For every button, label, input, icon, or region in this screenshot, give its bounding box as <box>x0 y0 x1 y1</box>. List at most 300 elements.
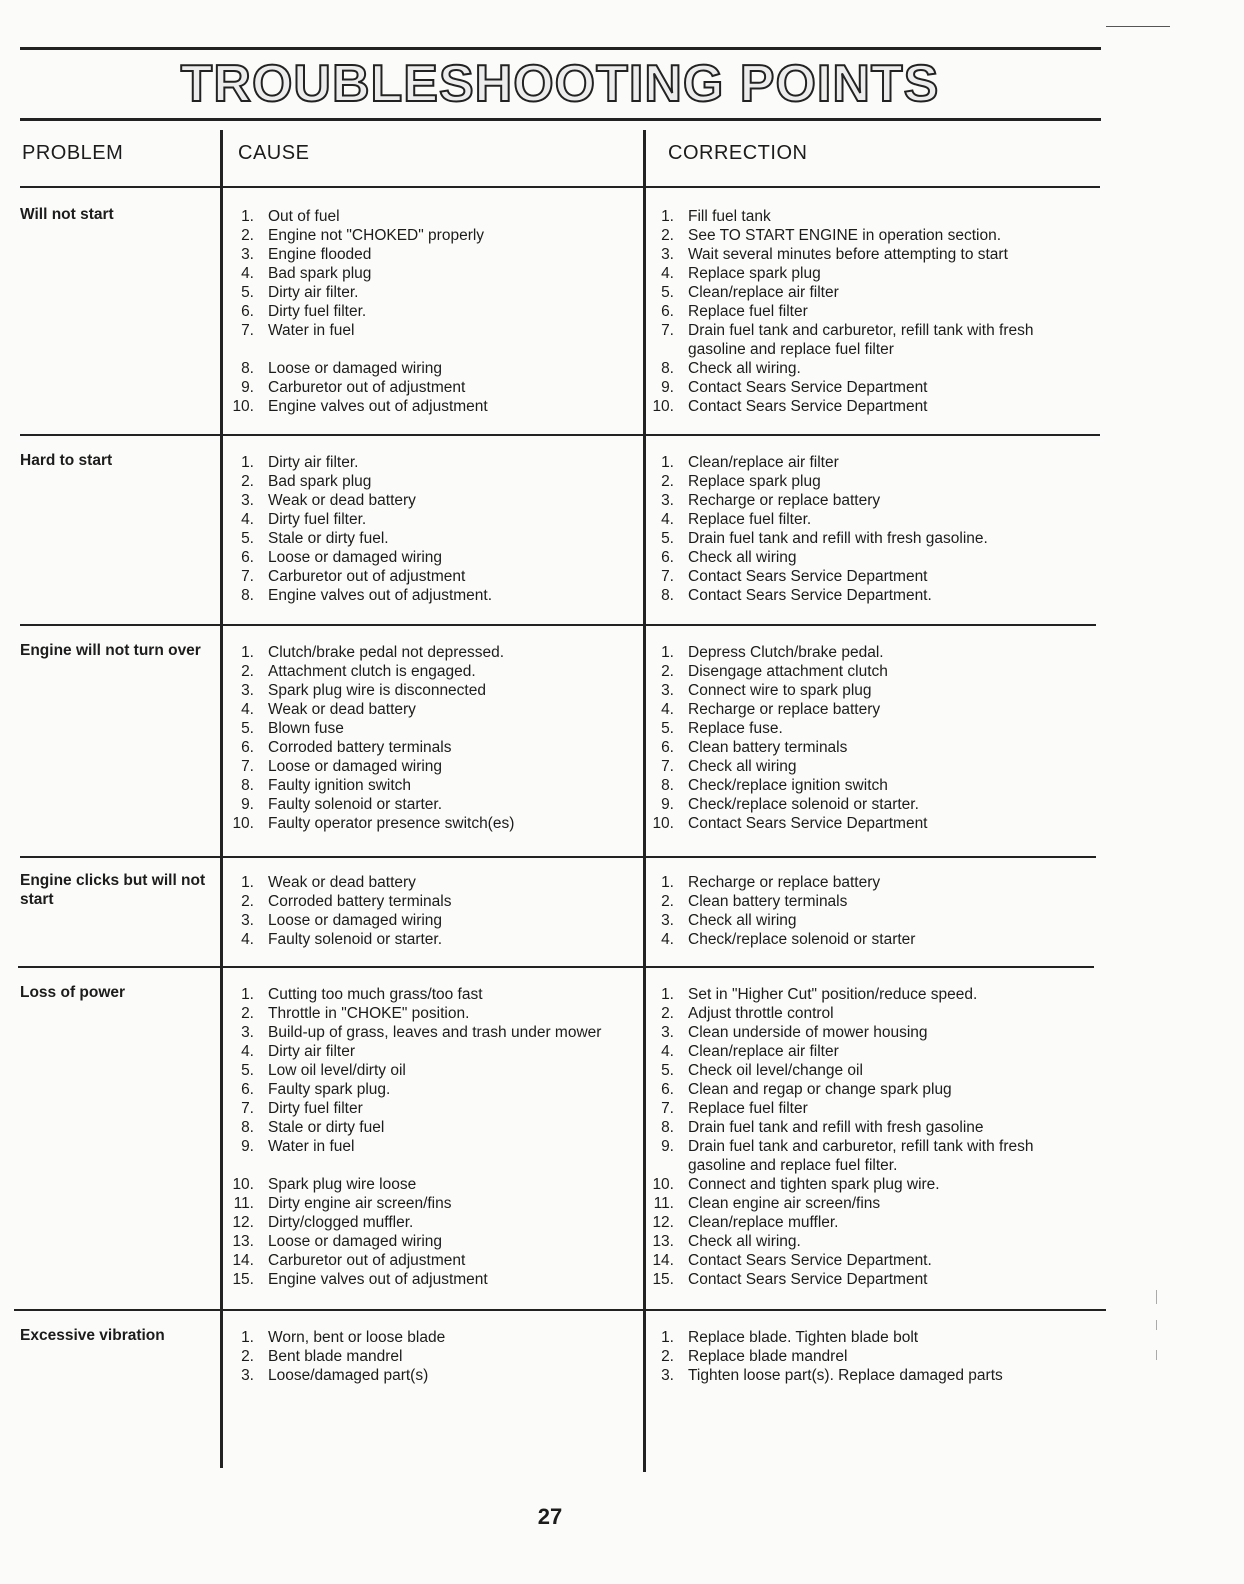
item-number: 8. <box>661 777 674 794</box>
item-number: 2. <box>661 663 674 680</box>
section-rule <box>20 856 1096 858</box>
item-text: Replace blade mandrel <box>688 1348 848 1365</box>
item-text: Dirty fuel filter <box>268 1100 363 1117</box>
correction-item <box>648 1042 1078 1061</box>
correction-item <box>648 586 1078 605</box>
cause-item <box>228 1080 601 1099</box>
item-text: Tighten loose part(s). Replace damaged parts <box>688 1367 1003 1384</box>
corr-list <box>648 1328 1078 1385</box>
item-text: Dirty air filter. <box>268 284 359 301</box>
item-text: Clean/replace air filter <box>688 1043 839 1060</box>
item-number: 14. <box>232 1252 254 1269</box>
cause-item <box>228 1328 445 1347</box>
item-number: 3. <box>241 1024 254 1041</box>
item-text: Spark plug wire is disconnected <box>268 682 486 699</box>
cause-list <box>228 985 601 1289</box>
cause-item <box>228 529 492 548</box>
item-text: Loose or damaged wiring <box>268 758 443 775</box>
cause-item <box>228 1251 601 1270</box>
cause-item <box>228 1061 601 1080</box>
item-number: 9. <box>661 1138 674 1155</box>
item-text: Weak or dead battery <box>268 701 416 718</box>
item-text: Dirty fuel filter. <box>268 303 367 320</box>
item-number: 1. <box>241 1329 254 1346</box>
item-text: Drain fuel tank and refill with fresh gasoline. <box>688 530 988 547</box>
cause-item <box>228 567 492 586</box>
item-number: 4. <box>661 931 674 948</box>
correction-item <box>648 1347 1078 1366</box>
correction-item <box>648 1080 1078 1099</box>
item-text: Loose or damaged wiring <box>268 360 443 377</box>
correction-item <box>648 510 1078 529</box>
cause-list <box>228 873 452 949</box>
correction-item <box>648 1004 1078 1023</box>
item-number: 2. <box>241 893 254 910</box>
item-number: 13. <box>232 1233 254 1250</box>
item-text: Clean engine air screen/fins <box>688 1195 881 1212</box>
correction-item <box>648 776 1078 795</box>
cause-item <box>228 1042 601 1061</box>
cause-item <box>228 472 492 491</box>
item-text: Check all wiring <box>688 549 797 566</box>
cause-item <box>228 264 488 283</box>
item-text: Drain fuel tank and refill with fresh gasoline <box>688 1119 984 1136</box>
item-text: Contact Sears Service Department <box>688 815 928 832</box>
cause-item <box>228 1118 601 1137</box>
item-number: 9. <box>241 1138 254 1155</box>
cause-item <box>228 1232 601 1251</box>
item-text: See TO START ENGINE in operation section. <box>688 227 1002 244</box>
cause-item <box>228 397 488 416</box>
item-number: 4. <box>241 931 254 948</box>
correction-item <box>648 359 1078 378</box>
item-text: Bad spark plug <box>268 473 372 490</box>
header-correction: CORRECTION <box>668 142 808 164</box>
item-text: Contact Sears Service Department. <box>688 587 932 604</box>
item-text: Bad spark plug <box>268 265 372 282</box>
item-number: 6. <box>241 1081 254 1098</box>
item-text: Stale or dirty fuel <box>268 1119 385 1136</box>
correction-item <box>648 985 1078 1004</box>
item-number: 2. <box>241 663 254 680</box>
item-text: Replace fuel filter. <box>688 511 812 528</box>
correction-item <box>648 719 1078 738</box>
item-number: 8. <box>661 1119 674 1136</box>
cause-item <box>228 738 514 757</box>
item-number: 4. <box>241 511 254 528</box>
cause-item <box>228 548 492 567</box>
correction-item <box>648 1270 1078 1289</box>
item-number: 3. <box>661 1367 674 1384</box>
item-text: Stale or dirty fuel. <box>268 530 389 547</box>
correction-item <box>648 548 1078 567</box>
cause-item <box>228 873 452 892</box>
item-number: 10. <box>652 398 674 415</box>
item-number: 10. <box>232 398 254 415</box>
item-number: 7. <box>241 568 254 585</box>
item-text: Clean/replace air filter <box>688 454 839 471</box>
item-text: Faulty spark plug. <box>268 1081 391 1098</box>
cause-item <box>228 207 488 226</box>
correction-item <box>648 757 1078 776</box>
title-rule <box>20 118 1101 121</box>
item-text: Recharge or replace battery <box>688 874 881 891</box>
item-text: Blown fuse <box>268 720 344 737</box>
correction-item <box>648 1251 1078 1270</box>
corr-list <box>648 873 1078 949</box>
correction-item <box>648 1213 1078 1232</box>
correction-item <box>648 1366 1078 1385</box>
corr-list <box>648 453 1078 605</box>
correction-item <box>648 1232 1078 1251</box>
correction-item <box>648 700 1078 719</box>
corr-list <box>648 207 1078 416</box>
item-text: Out of fuel <box>268 208 340 225</box>
item-number: 4. <box>661 511 674 528</box>
item-text: Corroded battery terminals <box>268 893 452 910</box>
item-text: Contact Sears Service Department. <box>688 1252 932 1269</box>
item-number: 1. <box>241 644 254 661</box>
item-text: Spark plug wire loose <box>268 1176 417 1193</box>
item-number: 6. <box>241 303 254 320</box>
item-text: Dirty engine air screen/fins <box>268 1195 452 1212</box>
item-number: 4. <box>241 1043 254 1060</box>
item-number: 2. <box>661 893 674 910</box>
item-number: 7. <box>661 1100 674 1117</box>
item-number: 3. <box>661 492 674 509</box>
cause-item <box>228 700 514 719</box>
item-number: 6. <box>661 549 674 566</box>
scan-mark <box>1156 1320 1157 1330</box>
item-text: Cutting too much grass/too fast <box>268 986 483 1003</box>
item-number: 5. <box>241 1062 254 1079</box>
correction-item <box>648 472 1078 491</box>
item-text: Contact Sears Service Department <box>688 1271 928 1288</box>
correction-item <box>648 264 1078 283</box>
correction-item <box>648 662 1078 681</box>
item-text: Drain fuel tank and carburetor, refill tank with fresh gasoline and replace fuel filter <box>688 322 1034 358</box>
cause-item <box>228 1156 601 1175</box>
item-number: 6. <box>241 549 254 566</box>
item-text: Loose or damaged wiring <box>268 549 443 566</box>
cause-item <box>228 719 514 738</box>
item-number: 6. <box>661 1081 674 1098</box>
header-problem: PROBLEM <box>22 142 124 164</box>
cause-item <box>228 776 514 795</box>
item-number: 7. <box>241 1100 254 1117</box>
item-text: Check/replace solenoid or starter. <box>688 796 919 813</box>
header-cause: CAUSE <box>238 142 310 164</box>
item-text: Replace fuse. <box>688 720 783 737</box>
item-text: Dirty/clogged muffler. <box>268 1214 414 1231</box>
cause-item <box>228 359 488 378</box>
correction-item <box>648 567 1078 586</box>
item-number: 3. <box>241 246 254 263</box>
item-number: 9. <box>241 796 254 813</box>
cause-item <box>228 1137 601 1156</box>
item-text: Engine valves out of adjustment. <box>268 587 493 604</box>
correction-item <box>648 1137 1078 1175</box>
cause-item <box>228 1194 601 1213</box>
item-number: 1. <box>661 208 674 225</box>
correction-item <box>648 245 1078 264</box>
item-text: Build-up of grass, leaves and trash under mower <box>268 1024 602 1041</box>
correction-item <box>648 795 1078 814</box>
cause-item <box>228 1004 601 1023</box>
correction-item <box>648 930 1078 949</box>
item-text: Engine valves out of adjustment <box>268 398 488 415</box>
item-number: 1. <box>661 1329 674 1346</box>
item-number: 8. <box>241 360 254 377</box>
item-number: 2. <box>241 473 254 490</box>
scan-mark <box>1156 1350 1157 1360</box>
item-text: Water in fuel <box>268 322 355 339</box>
cause-item <box>228 586 492 605</box>
item-number: 9. <box>661 379 674 396</box>
section-rule <box>20 434 1100 436</box>
cause-item <box>228 985 601 1004</box>
item-text: Faulty operator presence switch(es) <box>268 815 515 832</box>
item-number: 4. <box>661 265 674 282</box>
item-number: 8. <box>661 360 674 377</box>
item-number: 11. <box>233 1195 254 1212</box>
problem-label: Will not start <box>20 206 114 223</box>
item-number: 3. <box>661 1024 674 1041</box>
item-text: Check/replace ignition switch <box>688 777 888 794</box>
item-text: Loose or damaged wiring <box>268 1233 443 1250</box>
item-text: Clutch/brake pedal not depressed. <box>268 644 505 661</box>
correction-item <box>648 1175 1078 1194</box>
item-number: 5. <box>661 530 674 547</box>
item-text: Recharge or replace battery <box>688 701 881 718</box>
correction-item <box>648 681 1078 700</box>
item-number: 4. <box>241 265 254 282</box>
correction-item <box>648 814 1078 833</box>
cause-list <box>228 643 514 833</box>
cause-list <box>228 1328 445 1385</box>
item-number: 3. <box>661 682 674 699</box>
item-text: Carburetor out of adjustment <box>268 379 466 396</box>
item-number: 1. <box>241 874 254 891</box>
item-text: Carburetor out of adjustment <box>268 568 466 585</box>
correction-item <box>648 1118 1078 1137</box>
item-number: 5. <box>661 1062 674 1079</box>
cause-list <box>228 453 492 605</box>
item-text: Faulty solenoid or starter. <box>268 796 443 813</box>
item-number: 2. <box>241 227 254 244</box>
correction-item <box>648 283 1078 302</box>
item-number: 1. <box>241 208 254 225</box>
item-number: 8. <box>241 1119 254 1136</box>
item-number: 10. <box>232 815 254 832</box>
cause-item <box>228 643 514 662</box>
cause-item <box>228 1347 445 1366</box>
item-number: 7. <box>661 758 674 775</box>
item-text: Clean and regap or change spark plug <box>688 1081 952 1098</box>
item-number: 2. <box>241 1348 254 1365</box>
cause-item <box>228 283 488 302</box>
item-number: 3. <box>661 246 674 263</box>
cause-item <box>228 1270 601 1289</box>
item-number: 5. <box>241 530 254 547</box>
item-text: Replace spark plug <box>688 265 821 282</box>
item-number: 5. <box>241 284 254 301</box>
correction-item <box>648 643 1078 662</box>
item-text: Clean/replace air filter <box>688 284 839 301</box>
cause-list <box>228 207 488 416</box>
item-number: 7. <box>661 568 674 585</box>
correction-item <box>648 738 1078 757</box>
correction-item <box>648 302 1078 321</box>
item-number: 8. <box>661 587 674 604</box>
item-text: Engine flooded <box>268 246 372 263</box>
item-number: 1. <box>661 454 674 471</box>
item-number: 9. <box>661 796 674 813</box>
item-number: 10. <box>232 1176 254 1193</box>
correction-item <box>648 1328 1078 1347</box>
problem-label: Excessive vibration <box>20 1327 165 1344</box>
item-number: 2. <box>661 1005 674 1022</box>
item-text: Carburetor out of adjustment <box>268 1252 466 1269</box>
item-text: Worn, bent or loose blade <box>268 1329 446 1346</box>
correction-item <box>648 321 1078 359</box>
correction-item <box>648 529 1078 548</box>
item-number: 3. <box>241 1367 254 1384</box>
cause-item <box>228 378 488 397</box>
section-rule <box>14 1309 1106 1311</box>
item-number: 7. <box>241 322 254 339</box>
item-text: Connect wire to spark plug <box>688 682 872 699</box>
item-number: 10. <box>652 815 674 832</box>
item-number: 8. <box>241 777 254 794</box>
corr-list <box>648 643 1078 833</box>
cause-item <box>228 1175 601 1194</box>
item-text: Clean/replace muffler. <box>688 1214 839 1231</box>
top-rule <box>20 47 1101 50</box>
item-number: 3. <box>241 682 254 699</box>
problem-label: Engine will not turn over <box>20 642 201 659</box>
correction-item <box>648 873 1078 892</box>
item-number: 12. <box>652 1214 674 1231</box>
cause-item <box>228 1023 601 1042</box>
item-number: 6. <box>241 739 254 756</box>
item-number: 11. <box>653 1195 674 1212</box>
item-number: 9. <box>241 379 254 396</box>
item-number: 7. <box>661 322 674 339</box>
item-number: 1. <box>241 454 254 471</box>
correction-item <box>648 397 1078 416</box>
item-number: 6. <box>661 303 674 320</box>
cause-item <box>228 757 514 776</box>
item-number: 10. <box>652 1176 674 1193</box>
scan-mark <box>1156 1290 1157 1304</box>
item-text: Clean battery terminals <box>688 739 848 756</box>
cause-item <box>228 911 452 930</box>
correction-item <box>648 911 1078 930</box>
item-text: Wait several minutes before attempting to start <box>688 246 1008 263</box>
item-number: 5. <box>241 720 254 737</box>
item-number: 2. <box>241 1005 254 1022</box>
correction-item <box>648 491 1078 510</box>
item-text: Low oil level/dirty oil <box>268 1062 406 1079</box>
item-text: Check/replace solenoid or starter <box>688 931 916 948</box>
cause-item <box>228 795 514 814</box>
problem-label: Hard to start <box>20 452 113 469</box>
item-number: 1. <box>661 874 674 891</box>
item-number: 2. <box>661 1348 674 1365</box>
item-number: 5. <box>661 284 674 301</box>
item-text: Disengage attachment clutch <box>688 663 888 680</box>
cause-item <box>228 1099 601 1118</box>
item-text: Adjust throttle control <box>688 1005 834 1022</box>
item-number: 3. <box>661 912 674 929</box>
scan-mark <box>1106 26 1170 27</box>
cause-item <box>228 510 492 529</box>
item-text: Attachment clutch is engaged. <box>268 663 476 680</box>
cause-item <box>228 1366 445 1385</box>
item-text: Loose/damaged part(s) <box>268 1367 429 1384</box>
item-text: Replace blade. Tighten blade bolt <box>688 1329 919 1346</box>
item-number: 1. <box>661 644 674 661</box>
item-text: Replace spark plug <box>688 473 821 490</box>
item-text: Engine not "CHOKED" properly <box>268 227 485 244</box>
cause-item <box>228 892 452 911</box>
item-text: Drain fuel tank and carburetor, refill tank with fresh gasoline and replace fuel filter. <box>688 1138 1034 1174</box>
item-text: Faulty solenoid or starter. <box>268 931 443 948</box>
item-number: 2. <box>661 227 674 244</box>
item-number: 6. <box>661 739 674 756</box>
item-number: 4. <box>661 1043 674 1060</box>
section-rule <box>18 966 1094 968</box>
item-text: Water in fuel <box>268 1138 355 1155</box>
correction-item <box>648 1194 1078 1213</box>
cause-item <box>228 453 492 472</box>
correction-item <box>648 892 1078 911</box>
correction-item <box>648 1061 1078 1080</box>
item-text: Dirty fuel filter. <box>268 511 367 528</box>
item-text: Clean battery terminals <box>688 893 848 910</box>
item-number: 13. <box>652 1233 674 1250</box>
column-divider-right <box>643 130 646 1472</box>
item-text: Weak or dead battery <box>268 492 416 509</box>
item-text: Corroded battery terminals <box>268 739 452 756</box>
cause-item <box>228 321 488 340</box>
corr-list <box>648 985 1078 1289</box>
correction-item <box>648 207 1078 226</box>
correction-item <box>648 1023 1078 1042</box>
item-text: Fill fuel tank <box>688 208 771 225</box>
item-number: 4. <box>241 701 254 718</box>
item-number: 2. <box>661 473 674 490</box>
item-text: Weak or dead battery <box>268 874 416 891</box>
item-number: 1. <box>661 986 674 1003</box>
item-text: Dirty air filter. <box>268 454 359 471</box>
cause-item <box>228 245 488 264</box>
column-divider-left <box>220 130 223 1468</box>
item-number: 7. <box>241 758 254 775</box>
item-text: Contact Sears Service Department <box>688 398 928 415</box>
item-number: 1. <box>241 986 254 1003</box>
cause-item <box>228 814 514 833</box>
item-text: Check all wiring <box>688 912 797 929</box>
correction-item <box>648 378 1078 397</box>
item-number: 15. <box>232 1271 254 1288</box>
item-text: Loose or damaged wiring <box>268 912 443 929</box>
cause-item <box>228 681 514 700</box>
header-rule <box>20 186 1100 188</box>
correction-item <box>648 226 1078 245</box>
item-text: Bent blade mandrel <box>268 1348 403 1365</box>
